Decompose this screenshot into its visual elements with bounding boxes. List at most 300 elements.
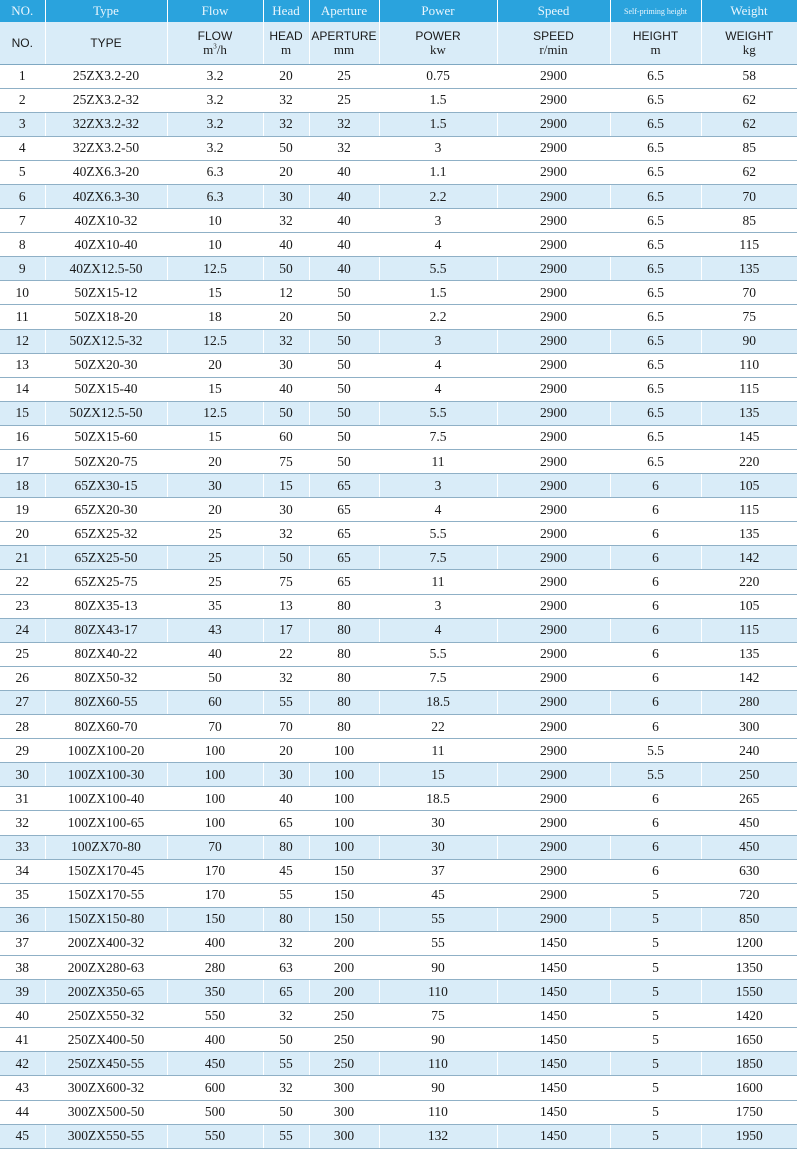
table-row [0,1028,797,1052]
table-row [0,160,797,184]
table-row [0,64,797,88]
cell-aperture: 250 [309,1028,379,1052]
cell-flow: 100 [167,739,263,763]
table-row [0,522,797,546]
table-row [0,1124,797,1148]
cell-type: 200ZX350-65 [45,980,167,1004]
cell-type: 150ZX170-45 [45,859,167,883]
table-row [0,281,797,305]
cell-power: 4 [379,377,497,401]
cell-aperture: 150 [309,883,379,907]
cell-speed: 1450 [497,980,610,1004]
cell-speed: 1450 [497,1052,610,1076]
cell-aperture: 50 [309,329,379,353]
cell-speed: 2900 [497,546,610,570]
cell-weight: 220 [701,570,797,594]
cell-head: 50 [263,401,309,425]
table-row [0,1100,797,1124]
cell-height: 6 [610,666,701,690]
cell-type: 80ZX43-17 [45,618,167,642]
cell-height: 6.5 [610,425,701,449]
cell-aperture: 65 [309,570,379,594]
cell-power: 11 [379,570,497,594]
cell-power: 30 [379,835,497,859]
header-aperture: Aperture [309,0,379,22]
cell-head: 65 [263,980,309,1004]
cell-speed: 2900 [497,450,610,474]
table-row [0,883,797,907]
cell-flow: 400 [167,1028,263,1052]
table-header [0,0,797,64]
cell-type: 300ZX550-55 [45,1124,167,1148]
cell-flow: 100 [167,811,263,835]
cell-flow: 30 [167,474,263,498]
cell-speed: 2900 [497,594,610,618]
cell-weight: 110 [701,353,797,377]
cell-aperture: 32 [309,112,379,136]
table-row [0,931,797,955]
cell-weight: 220 [701,450,797,474]
cell-weight: 70 [701,184,797,208]
cell-flow: 15 [167,281,263,305]
cell-weight: 135 [701,522,797,546]
cell-no: 9 [0,257,45,281]
cell-speed: 1450 [497,955,610,979]
cell-power: 37 [379,859,497,883]
cell-aperture: 150 [309,859,379,883]
cell-weight: 70 [701,281,797,305]
cell-speed: 2900 [497,281,610,305]
cell-type: 32ZX3.2-50 [45,136,167,160]
cell-speed: 2900 [497,401,610,425]
cell-speed: 2900 [497,425,610,449]
cell-speed: 2900 [497,522,610,546]
cell-flow: 18 [167,305,263,329]
cell-aperture: 65 [309,474,379,498]
cell-power: 7.5 [379,666,497,690]
cell-no: 22 [0,570,45,594]
cell-height: 5 [610,907,701,931]
cell-weight: 850 [701,907,797,931]
cell-height: 5 [610,955,701,979]
cell-no: 30 [0,763,45,787]
cell-flow: 40 [167,642,263,666]
cell-type: 50ZX12.5-50 [45,401,167,425]
cell-no: 36 [0,907,45,931]
cell-no: 19 [0,498,45,522]
cell-aperture: 300 [309,1076,379,1100]
cell-type: 50ZX20-75 [45,450,167,474]
table-row [0,666,797,690]
cell-head: 70 [263,715,309,739]
cell-head: 80 [263,907,309,931]
cell-aperture: 50 [309,425,379,449]
cell-weight: 1420 [701,1004,797,1028]
cell-head: 17 [263,618,309,642]
cell-height: 6 [610,618,701,642]
cell-power: 11 [379,739,497,763]
cell-power: 30 [379,811,497,835]
cell-flow: 12.5 [167,329,263,353]
cell-height: 6.5 [610,209,701,233]
table-row [0,233,797,257]
cell-type: 40ZX12.5-50 [45,257,167,281]
cell-no: 6 [0,184,45,208]
cell-weight: 250 [701,763,797,787]
cell-power: 5.5 [379,401,497,425]
cell-type: 32ZX3.2-32 [45,112,167,136]
cell-flow: 100 [167,763,263,787]
cell-height: 6 [610,546,701,570]
cell-aperture: 65 [309,498,379,522]
cell-speed: 2900 [497,184,610,208]
cell-no: 34 [0,859,45,883]
cell-head: 32 [263,88,309,112]
cell-type: 40ZX10-40 [45,233,167,257]
cell-power: 18.5 [379,690,497,714]
cell-power: 4 [379,233,497,257]
cell-aperture: 65 [309,522,379,546]
table-row [0,570,797,594]
cell-height: 6 [610,859,701,883]
cell-flow: 3.2 [167,136,263,160]
table-body [0,64,797,1148]
cell-no: 21 [0,546,45,570]
cell-head: 15 [263,474,309,498]
cell-aperture: 32 [309,136,379,160]
cell-flow: 15 [167,377,263,401]
cell-flow: 50 [167,666,263,690]
cell-flow: 100 [167,787,263,811]
table-row [0,1052,797,1076]
header-head: Head [263,0,309,22]
cell-power: 1.5 [379,281,497,305]
cell-speed: 2900 [497,88,610,112]
table-row [0,401,797,425]
cell-speed: 2900 [497,233,610,257]
header-weight: Weight [701,0,797,22]
cell-head: 50 [263,1028,309,1052]
cell-head: 32 [263,1076,309,1100]
cell-height: 6 [610,594,701,618]
cell-head: 20 [263,739,309,763]
cell-no: 13 [0,353,45,377]
cell-aperture: 50 [309,377,379,401]
cell-speed: 2900 [497,642,610,666]
subheader-type: TYPE [45,22,167,64]
cell-height: 6.5 [610,88,701,112]
subheader-aperture: APERTURE mm [309,22,379,64]
table-row [0,184,797,208]
cell-no: 3 [0,112,45,136]
cell-type: 50ZX20-30 [45,353,167,377]
cell-height: 6.5 [610,450,701,474]
cell-type: 250ZX450-55 [45,1052,167,1076]
header-self-priming-height: Self-priming height [610,0,701,22]
cell-type: 50ZX15-12 [45,281,167,305]
cell-type: 150ZX150-80 [45,907,167,931]
cell-speed: 2900 [497,883,610,907]
cell-head: 65 [263,811,309,835]
cell-height: 6 [610,715,701,739]
cell-weight: 1850 [701,1052,797,1076]
cell-no: 37 [0,931,45,955]
cell-flow: 15 [167,425,263,449]
cell-height: 6.5 [610,112,701,136]
header-row-labels [0,0,797,22]
cell-flow: 20 [167,498,263,522]
table-row [0,209,797,233]
cell-flow: 20 [167,450,263,474]
cell-power: 90 [379,1028,497,1052]
header-speed: Speed [497,0,610,22]
cell-no: 44 [0,1100,45,1124]
cell-no: 4 [0,136,45,160]
cell-flow: 25 [167,522,263,546]
cell-weight: 135 [701,401,797,425]
cell-power: 0.75 [379,64,497,88]
cell-power: 5.5 [379,522,497,546]
cell-power: 11 [379,450,497,474]
cell-speed: 2900 [497,160,610,184]
cell-aperture: 100 [309,787,379,811]
cell-aperture: 200 [309,980,379,1004]
cell-flow: 70 [167,715,263,739]
cell-height: 6.5 [610,160,701,184]
cell-aperture: 250 [309,1004,379,1028]
cell-height: 5.5 [610,739,701,763]
cell-no: 33 [0,835,45,859]
cell-power: 15 [379,763,497,787]
cell-weight: 115 [701,233,797,257]
cell-height: 6.5 [610,281,701,305]
cell-no: 8 [0,233,45,257]
cell-power: 132 [379,1124,497,1148]
cell-aperture: 50 [309,353,379,377]
cell-head: 45 [263,859,309,883]
subheader-weight: WEIGHT kg [701,22,797,64]
cell-height: 6.5 [610,257,701,281]
cell-no: 25 [0,642,45,666]
cell-weight: 1550 [701,980,797,1004]
cell-flow: 500 [167,1100,263,1124]
cell-height: 6 [610,642,701,666]
cell-power: 7.5 [379,546,497,570]
cell-weight: 1950 [701,1124,797,1148]
table-row [0,955,797,979]
cell-weight: 142 [701,666,797,690]
cell-flow: 20 [167,353,263,377]
cell-head: 55 [263,690,309,714]
cell-weight: 300 [701,715,797,739]
cell-flow: 3.2 [167,112,263,136]
cell-power: 7.5 [379,425,497,449]
cell-flow: 550 [167,1004,263,1028]
cell-aperture: 40 [309,184,379,208]
cell-aperture: 50 [309,281,379,305]
cell-height: 6.5 [610,305,701,329]
cell-speed: 2900 [497,618,610,642]
cell-speed: 2900 [497,739,610,763]
cell-power: 90 [379,955,497,979]
cell-weight: 1600 [701,1076,797,1100]
cell-head: 30 [263,498,309,522]
cell-speed: 2900 [497,112,610,136]
cell-aperture: 80 [309,594,379,618]
cell-type: 100ZX70-80 [45,835,167,859]
cell-type: 50ZX18-20 [45,305,167,329]
cell-flow: 43 [167,618,263,642]
cell-head: 55 [263,1124,309,1148]
cell-height: 6 [610,811,701,835]
cell-aperture: 100 [309,811,379,835]
cell-type: 300ZX500-50 [45,1100,167,1124]
cell-type: 50ZX15-60 [45,425,167,449]
header-type: Type [45,0,167,22]
cell-height: 6.5 [610,233,701,257]
cell-type: 200ZX400-32 [45,931,167,955]
cell-flow: 3.2 [167,64,263,88]
cell-head: 55 [263,883,309,907]
cell-no: 14 [0,377,45,401]
cell-weight: 720 [701,883,797,907]
cell-power: 2.2 [379,305,497,329]
cell-weight: 115 [701,377,797,401]
subheader-head: HEAD m [263,22,309,64]
cell-flow: 25 [167,546,263,570]
cell-weight: 135 [701,642,797,666]
cell-flow: 170 [167,883,263,907]
cell-height: 6 [610,522,701,546]
table-row [0,594,797,618]
cell-height: 6 [610,498,701,522]
cell-type: 40ZX6.3-30 [45,184,167,208]
cell-flow: 12.5 [167,401,263,425]
table-row [0,112,797,136]
cell-power: 110 [379,1052,497,1076]
cell-speed: 2900 [497,305,610,329]
cell-type: 65ZX25-32 [45,522,167,546]
table-row [0,498,797,522]
cell-aperture: 300 [309,1100,379,1124]
cell-no: 17 [0,450,45,474]
table-row [0,859,797,883]
cell-head: 75 [263,570,309,594]
cell-aperture: 65 [309,546,379,570]
cell-no: 38 [0,955,45,979]
cell-no: 27 [0,690,45,714]
cell-head: 40 [263,233,309,257]
subheader-speed: SPEED r/min [497,22,610,64]
cell-flow: 170 [167,859,263,883]
cell-power: 18.5 [379,787,497,811]
header-no: NO. [0,0,45,22]
cell-type: 100ZX100-30 [45,763,167,787]
cell-weight: 280 [701,690,797,714]
table-row [0,787,797,811]
cell-weight: 135 [701,257,797,281]
cell-flow: 10 [167,233,263,257]
cell-power: 110 [379,1100,497,1124]
cell-aperture: 80 [309,715,379,739]
cell-weight: 62 [701,160,797,184]
cell-power: 4 [379,618,497,642]
cell-aperture: 40 [309,233,379,257]
cell-head: 30 [263,763,309,787]
cell-weight: 145 [701,425,797,449]
cell-aperture: 50 [309,305,379,329]
cell-power: 4 [379,498,497,522]
table-row [0,715,797,739]
cell-height: 6.5 [610,329,701,353]
cell-height: 5 [610,980,701,1004]
cell-height: 6.5 [610,64,701,88]
subheader-height: HEIGHT m [610,22,701,64]
cell-height: 5.5 [610,763,701,787]
cell-power: 4 [379,353,497,377]
cell-speed: 1450 [497,1124,610,1148]
header-row-units [0,22,797,64]
cell-power: 55 [379,931,497,955]
cell-speed: 2900 [497,329,610,353]
cell-no: 11 [0,305,45,329]
cell-no: 1 [0,64,45,88]
cell-height: 6 [610,787,701,811]
cell-head: 20 [263,160,309,184]
cell-no: 20 [0,522,45,546]
cell-aperture: 25 [309,88,379,112]
cell-no: 40 [0,1004,45,1028]
cell-head: 30 [263,353,309,377]
cell-flow: 10 [167,209,263,233]
cell-power: 3 [379,594,497,618]
cell-type: 65ZX20-30 [45,498,167,522]
cell-power: 3 [379,474,497,498]
cell-type: 200ZX280-63 [45,955,167,979]
cell-aperture: 40 [309,160,379,184]
cell-power: 1.1 [379,160,497,184]
cell-height: 6 [610,570,701,594]
cell-height: 6.5 [610,377,701,401]
table-row [0,88,797,112]
cell-no: 31 [0,787,45,811]
cell-weight: 58 [701,64,797,88]
cell-speed: 1450 [497,931,610,955]
table-row [0,257,797,281]
cell-aperture: 200 [309,955,379,979]
cell-flow: 450 [167,1052,263,1076]
cell-flow: 550 [167,1124,263,1148]
table-row [0,980,797,1004]
cell-head: 22 [263,642,309,666]
cell-head: 60 [263,425,309,449]
cell-type: 25ZX3.2-32 [45,88,167,112]
cell-type: 80ZX50-32 [45,666,167,690]
cell-type: 25ZX3.2-20 [45,64,167,88]
cell-power: 90 [379,1076,497,1100]
cell-type: 65ZX25-50 [45,546,167,570]
cell-power: 3 [379,209,497,233]
cell-weight: 450 [701,811,797,835]
cell-speed: 2900 [497,257,610,281]
cell-weight: 1350 [701,955,797,979]
cell-no: 26 [0,666,45,690]
cell-speed: 2900 [497,136,610,160]
cell-weight: 90 [701,329,797,353]
cell-aperture: 150 [309,907,379,931]
cell-head: 12 [263,281,309,305]
cell-speed: 2900 [497,907,610,931]
